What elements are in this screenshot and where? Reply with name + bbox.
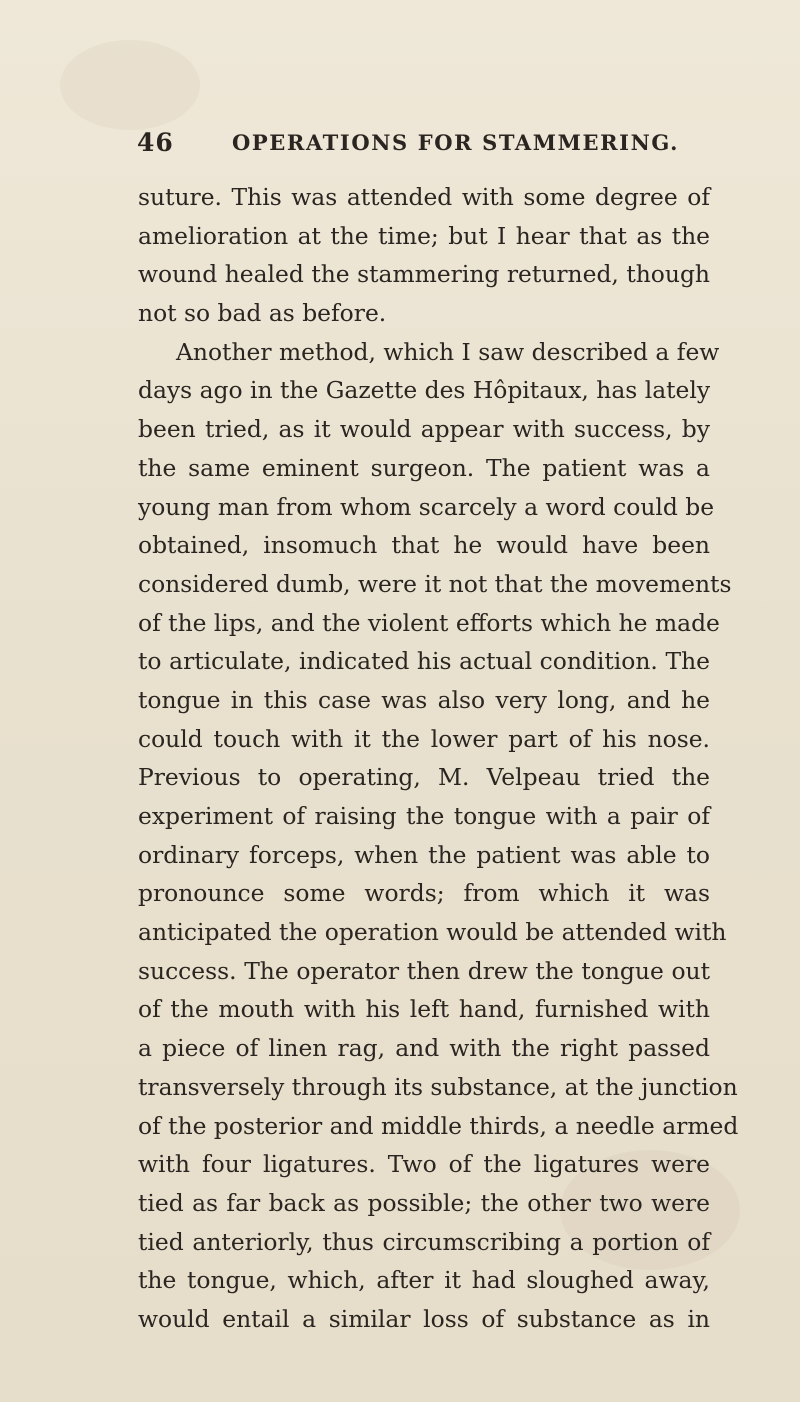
- text-line: with four ligatures. Two of the ligatures were: [138, 1150, 710, 1179]
- text-line: transversely through its substance, at the junction: [138, 1072, 738, 1101]
- text-line: not so bad as before.: [138, 299, 387, 328]
- text-line: of the posterior and middle thirds, a needle armed: [138, 1111, 739, 1140]
- text-line: considered dumb, were it not that the movements: [138, 569, 732, 598]
- paper-stain: [60, 40, 200, 130]
- text-line: ordinary forceps, when the patient was able to: [138, 840, 710, 869]
- text-line: the same eminent surgeon. The patient was a: [138, 453, 710, 482]
- text-line: experiment of raising the tongue with a pair of: [138, 802, 710, 830]
- text-line: wound healed the stammering returned, though: [138, 260, 710, 289]
- text-line: tied as far back as possible; the other two were: [138, 1188, 710, 1217]
- text-line: anticipated the operation would be attended with: [138, 918, 727, 947]
- text-line: amelioration at the time; but I hear that as the: [138, 221, 710, 250]
- text-line: could touch with it the lower part of his nose.: [138, 724, 710, 753]
- text-line: of the mouth with his left hand, furnished with: [138, 995, 710, 1024]
- text-line: suture. This was attended with some degree of: [138, 183, 710, 211]
- text-line: the tongue, which, after it had sloughed away,: [138, 1266, 710, 1295]
- text-line: to articulate, indicated his actual condition. The: [138, 647, 710, 676]
- text-line: been tried, as it would appear with success, by: [138, 415, 710, 444]
- text-line: tongue in this case was also very long, and he: [138, 685, 710, 714]
- text-line: of the lips, and the violent efforts which he made: [138, 608, 720, 637]
- text-line: Previous to operating, M. Velpeau tried the: [138, 763, 710, 792]
- text-line: days ago in the Gazette des Hôpitaux, has lately: [138, 376, 711, 405]
- page-header: [0, 128, 800, 168]
- text-line: obtained, insomuch that he would have been: [138, 531, 710, 560]
- text-line: success. The operator then drew the tongue out: [138, 956, 710, 985]
- text-line: young man from whom scarcely a word could be: [138, 492, 715, 521]
- text-line: pronounce some words; from which it was: [138, 879, 710, 908]
- text-line: Another method, which I saw described a few: [176, 337, 720, 366]
- body-text: [138, 178, 739, 1339]
- text-line: a piece of linen rag, and with the right passed: [138, 1034, 710, 1063]
- page-number: 46: [137, 128, 174, 157]
- running-head: OPERATIONS FOR STAMMERING.: [232, 130, 680, 155]
- text-line: tied anteriorly, thus circumscribing a portion of: [138, 1227, 710, 1256]
- text-line: would entail a similar loss of substance as in: [138, 1304, 710, 1333]
